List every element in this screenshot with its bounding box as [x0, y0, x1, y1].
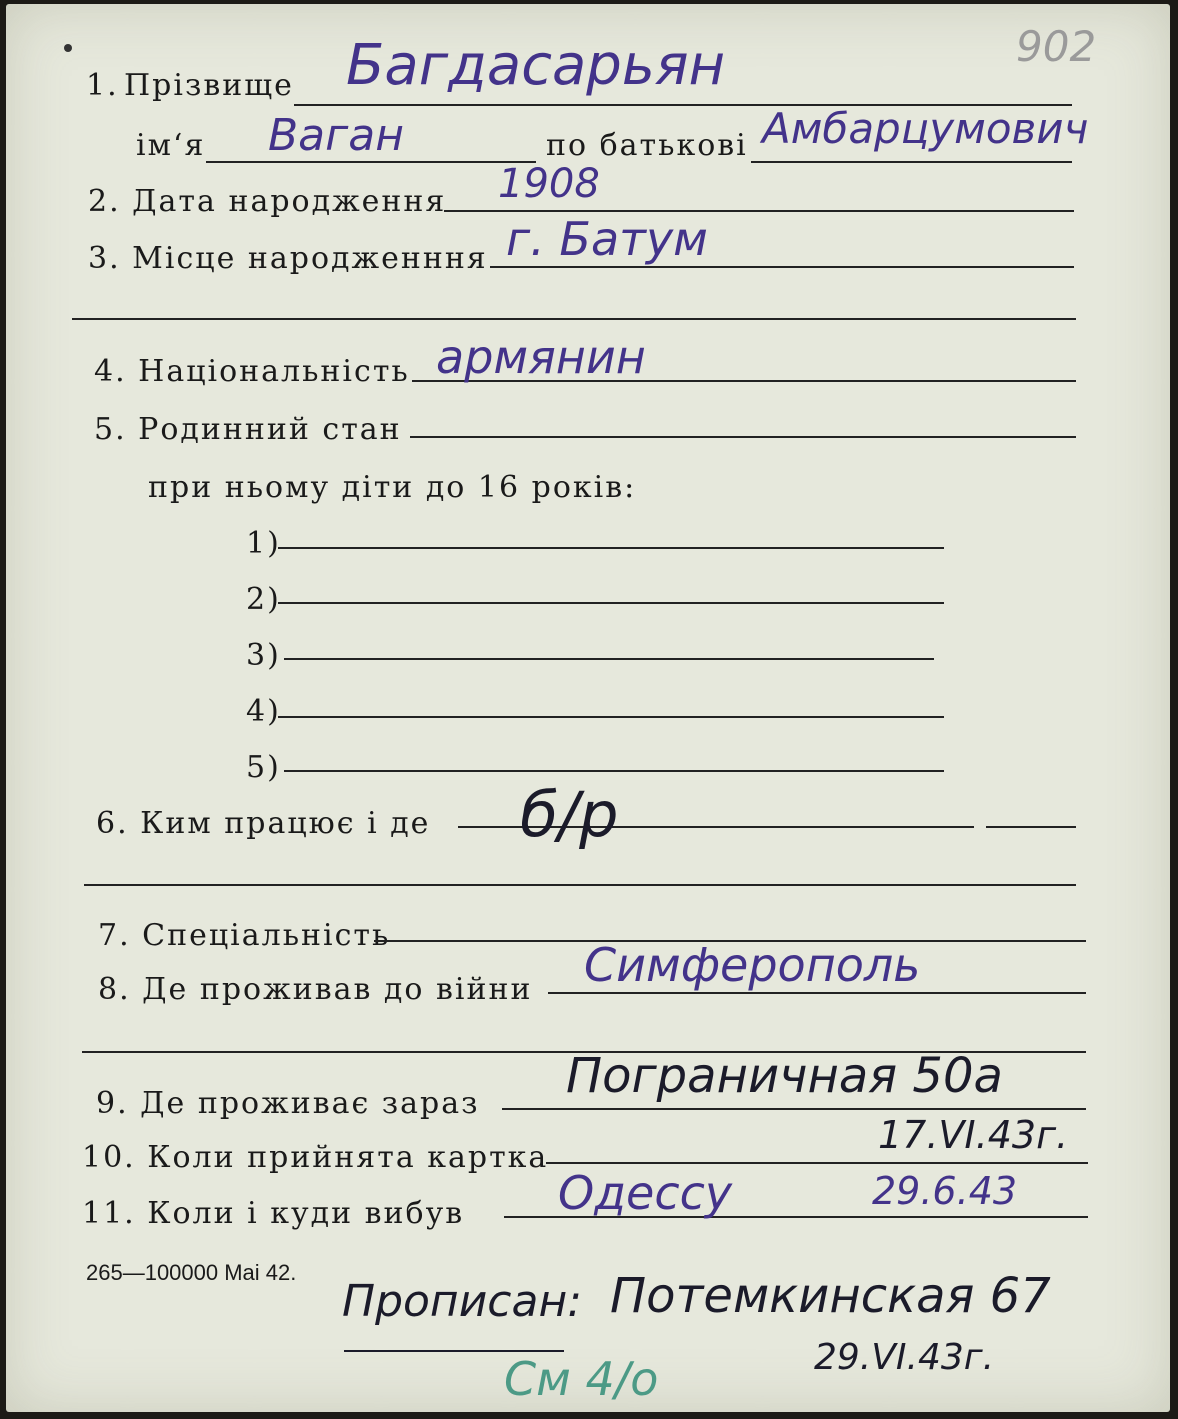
- field-8-label: 8. Де проживав до війни: [98, 972, 533, 1007]
- field-9-label: 9. Де проживає зараз: [96, 1086, 480, 1121]
- child-row-4-line: [278, 716, 944, 718]
- birth-place-line: [490, 266, 1074, 268]
- child-row-3-label: 3): [246, 638, 281, 673]
- first-name-value: Ваган: [268, 110, 404, 161]
- print-code: 265—100000 Mai 42.: [86, 1260, 297, 1285]
- child-row-3-line: [284, 658, 934, 660]
- nationality-value: армянин: [436, 330, 646, 384]
- pre-war-residence-value: Симферополь: [584, 938, 921, 992]
- registered-label: Прописан:: [342, 1276, 583, 1327]
- accepted-date-value: 17.VI.43г.: [878, 1113, 1069, 1157]
- surname-value: Багдасарьян: [346, 33, 726, 98]
- field-2-label: 2. Дата народження: [88, 184, 447, 219]
- pre-war-residence-line: [548, 992, 1086, 994]
- patronymic-label: по батькові: [546, 128, 748, 163]
- occupation-line-tail: [986, 826, 1076, 828]
- registered-date-value: 29.VI.43г.: [814, 1337, 995, 1378]
- child-row-1-label: 1): [246, 526, 281, 561]
- birth-date-value: 1908: [498, 161, 600, 207]
- child-row-5-label: 5): [246, 750, 281, 785]
- name-label: ім‘я: [136, 128, 206, 163]
- field-3-label: 3. Місце народженння: [88, 241, 488, 276]
- field-7-label: 7. Спеціальність: [98, 918, 391, 953]
- field-1-label: Прізвище: [124, 68, 294, 103]
- child-row-2-label: 2): [246, 582, 281, 617]
- field-4-label: 4. Національність: [94, 354, 410, 389]
- marital-status-line: [410, 436, 1076, 438]
- ink-spot: [64, 44, 72, 52]
- child-row-2-line: [278, 602, 944, 604]
- accepted-date-line: [546, 1162, 1088, 1164]
- patronymic-value: Амбарцумович: [762, 104, 1089, 153]
- card-number: 902: [1016, 22, 1097, 71]
- departure-date-value: 29.6.43: [872, 1169, 1018, 1213]
- occupation-value: б/р: [520, 778, 619, 851]
- field-10-label: 10. Коли прийнята картка: [82, 1140, 549, 1175]
- field-1-number: 1.: [86, 68, 119, 103]
- green-note: См 4/о: [504, 1352, 659, 1406]
- occupation-line-2: [84, 884, 1076, 886]
- child-row-4-label: 4): [246, 694, 281, 729]
- birth-place-line-2: [72, 318, 1076, 320]
- registered-address-value: Потемкинская 67: [610, 1268, 1051, 1324]
- departure-place-value: Одессу: [558, 1166, 733, 1220]
- field-6-label: 6. Ким працює і де: [96, 806, 431, 841]
- patronymic-line: [751, 161, 1072, 163]
- field-11-label: 11. Коли і куди вибув: [82, 1196, 465, 1231]
- child-row-1-line: [278, 547, 944, 549]
- field-5-label: 5. Родинний стан: [94, 412, 402, 447]
- children-label: при ньому діти до 16 років:: [148, 470, 637, 505]
- current-residence-value: Пограничная 50а: [566, 1048, 1003, 1104]
- registration-card: [6, 4, 1170, 1412]
- current-residence-line: [502, 1108, 1086, 1110]
- name-line: [206, 161, 536, 163]
- child-row-5-line: [284, 770, 944, 772]
- birth-place-value: г. Батум: [506, 212, 708, 266]
